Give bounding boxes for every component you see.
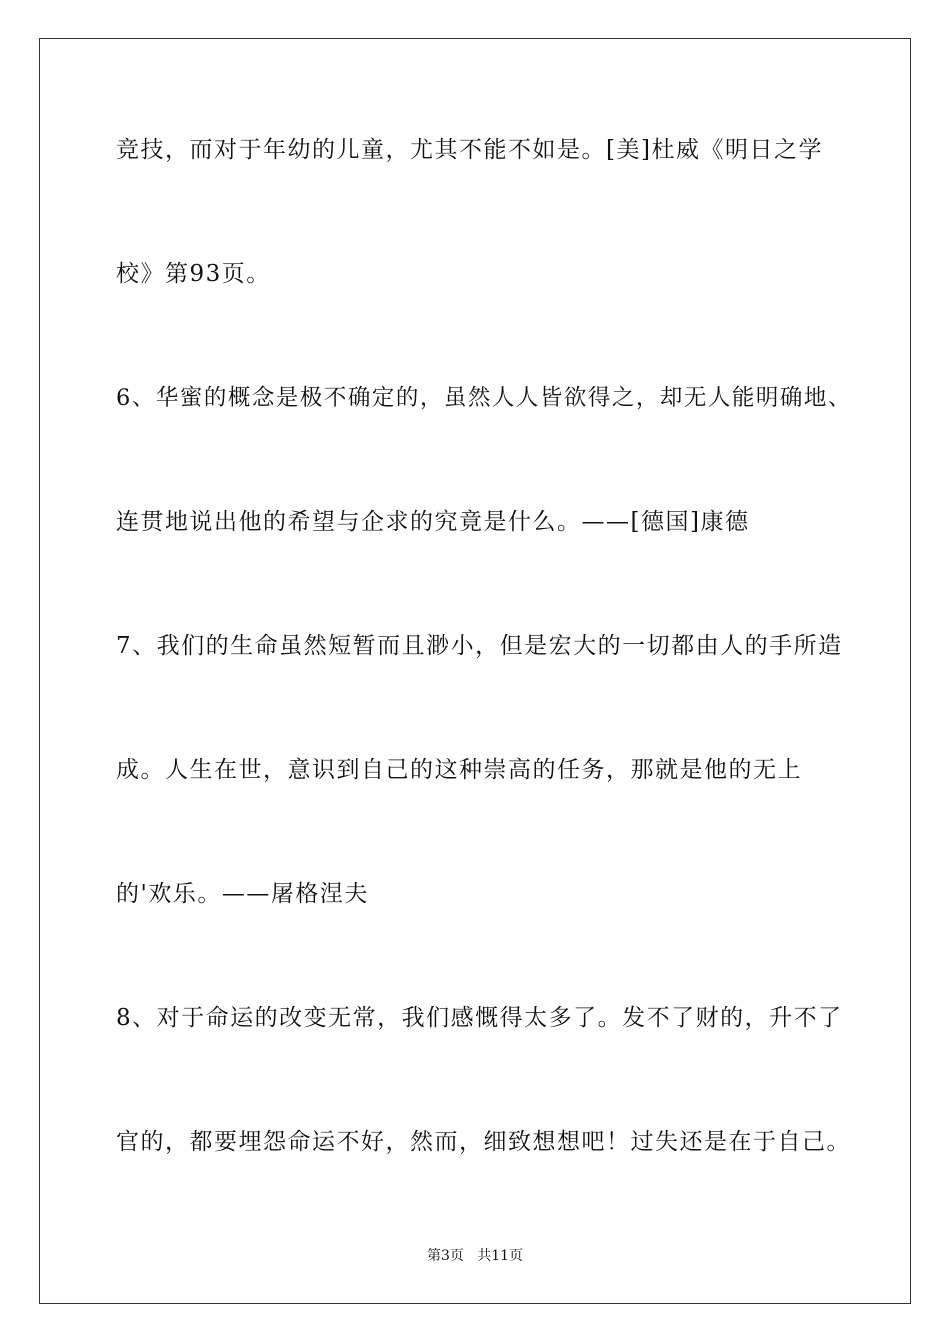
text-line-1: 竞技，而对于年幼的儿童，尤其不能不如是。[美]杜威《明日之学: [116, 137, 823, 163]
text-line-3: 6、华蜜的概念是极不确定的，虽然人人皆欲得之，却无人能明确地、: [116, 385, 852, 411]
text-line-6: 成。人生在世，意识到自己的这种崇高的任务，那就是他的无上: [116, 757, 802, 783]
page-border: [39, 38, 911, 1304]
text-line-2: 校》第93页。: [116, 261, 271, 287]
text-line-8: 8、对于命运的改变无常，我们感慨得太多了。发不了财的，升不了: [116, 1005, 843, 1031]
text-line-9: 官的，都要埋怨命运不好，然而，细致想想吧！过失还是在于自己。: [116, 1129, 851, 1155]
text-line-7: 的'欢乐。——屠格涅夫: [116, 881, 369, 907]
page-number-footer: 第3页 共11页: [426, 1248, 524, 1264]
text-line-4: 连贯地说出他的希望与企求的究竟是什么。——[德国]康德: [116, 509, 750, 535]
text-line-5: 7、我们的生命虽然短暂而且渺小，但是宏大的一切都由人的手所造: [116, 633, 843, 659]
